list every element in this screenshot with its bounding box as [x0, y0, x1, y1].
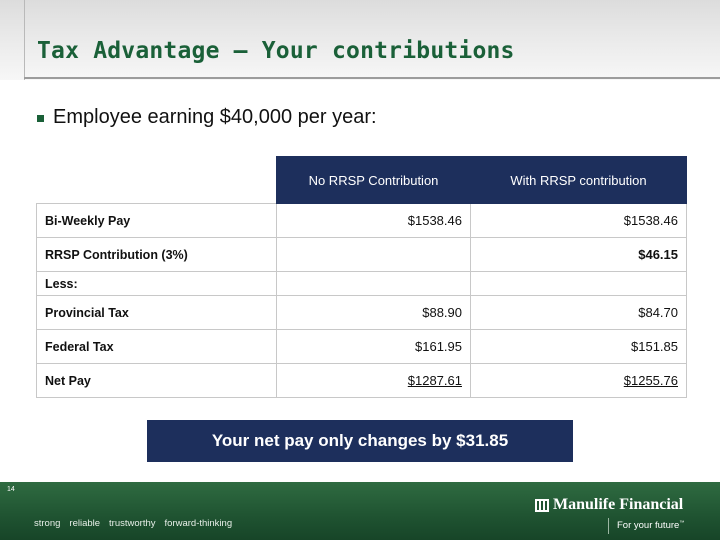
slide-footer — [0, 482, 720, 540]
table-row-net-pay — [37, 364, 687, 398]
cell-with-rrsp — [471, 272, 687, 296]
table-header-blank — [37, 157, 277, 204]
pay-comparison-table — [36, 156, 687, 398]
cell-no-rrsp-wrap — [277, 364, 471, 398]
trademark-mark: ™ — [679, 520, 685, 526]
table-row-less — [37, 272, 687, 296]
bullet-square-icon — [37, 115, 44, 122]
net-pay-callout: Your net pay only changes by $31.85 — [147, 420, 573, 462]
footer-divider — [608, 518, 609, 534]
table-row-federal-tax — [37, 330, 687, 364]
tagline-word: reliable — [69, 518, 101, 529]
cell-no-rrsp — [277, 238, 471, 272]
slide-title: Tax Advantage – Your contributions — [37, 38, 515, 64]
header-accent-line — [24, 0, 25, 80]
cell-with-rrsp: $1538.46 — [471, 204, 687, 238]
slide-header — [0, 0, 720, 80]
manulife-logo — [535, 496, 683, 514]
row-label: Net Pay — [37, 364, 277, 398]
cell-with-rrsp: $84.70 — [471, 296, 687, 330]
cell-no-rrsp — [277, 272, 471, 296]
cell-no-rrsp: $1287.61 — [407, 373, 462, 388]
tagline-word: forward-thinking — [164, 518, 233, 529]
cell-with-rrsp: $46.15 — [471, 238, 687, 272]
tagline-word: strong — [34, 518, 61, 529]
column-header-with-rrsp: With RRSP contribution — [471, 157, 687, 204]
cell-no-rrsp: $1538.46 — [277, 204, 471, 238]
cell-with-rrsp: $1255.76 — [623, 373, 678, 388]
footer-slogan — [617, 520, 684, 531]
slogan-text: For your future — [617, 520, 680, 532]
tagline-word: trustworthy — [109, 518, 156, 529]
table-row-provincial-tax — [37, 296, 687, 330]
cell-no-rrsp: $88.90 — [277, 296, 471, 330]
column-header-no-rrsp: No RRSP Contribution — [277, 157, 471, 204]
bullet-point — [37, 106, 377, 129]
page-number: 14 — [7, 486, 15, 493]
cell-no-rrsp: $161.95 — [277, 330, 471, 364]
bullet-text: Employee earning $40,000 per year: — [53, 106, 377, 128]
row-label: Less: — [37, 272, 277, 296]
row-label: RRSP Contribution (3%) — [37, 238, 277, 272]
cell-with-rrsp: $151.85 — [471, 330, 687, 364]
row-label: Bi-Weekly Pay — [37, 204, 277, 238]
table-header-row — [37, 157, 687, 204]
brand-name: Manulife Financial — [553, 496, 684, 513]
table-row-rrsp-contribution — [37, 238, 687, 272]
row-label: Provincial Tax — [37, 296, 277, 330]
cell-with-rrsp-wrap — [471, 364, 687, 398]
title-divider — [24, 77, 720, 79]
row-label: Federal Tax — [37, 330, 277, 364]
table-row-biweekly-pay — [37, 204, 687, 238]
manulife-logo-icon — [535, 499, 549, 512]
footer-tagline — [34, 518, 232, 529]
